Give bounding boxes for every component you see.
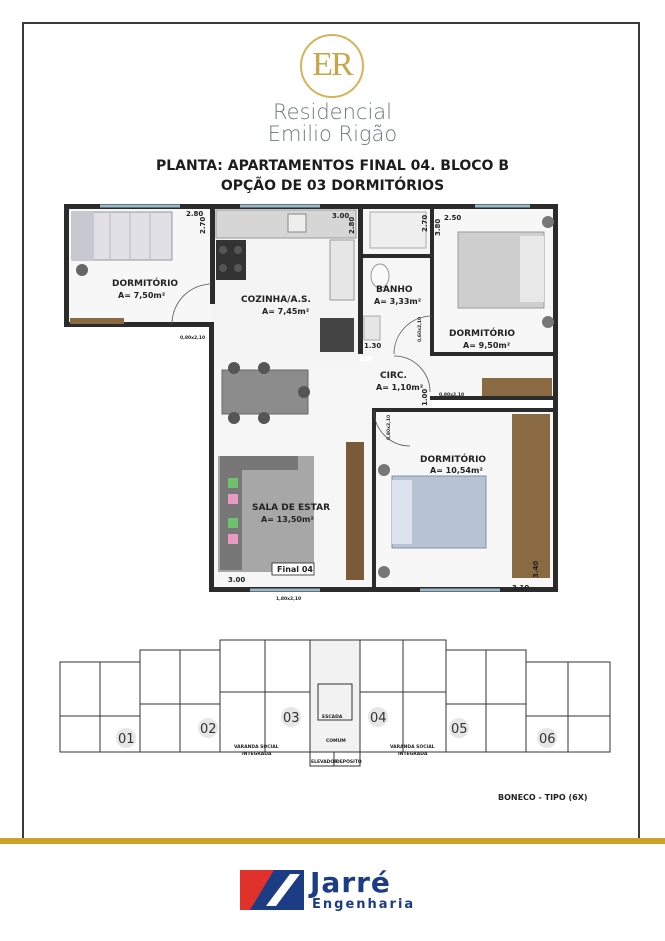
window-label-sala: 1,80x2,10 [276,597,302,602]
room-area-dorm2: A= 9,50m² [463,341,511,350]
dim-3-00-a: 3.00 [332,212,350,220]
plan-subtitle: OPÇÃO DE 03 DORMITÓRIOS [220,178,445,194]
label-varanda-left-1: VARANDA SOCIAL [234,745,279,750]
unit-label-03: 03 [283,711,300,726]
room-label-sala: SALA DE ESTAR [252,503,330,513]
label-comum: COMUM [326,739,346,744]
room-label-banho: BANHO [376,285,413,295]
label-varanda-right-1: VARANDA SOCIAL [390,745,435,750]
unit-label-05: 05 [451,722,468,737]
label-varanda-right-2: INTEGRADA [398,752,428,757]
door-label-dorm2: 0,80x2,10 [439,393,465,398]
unit-label-01: 01 [118,732,135,747]
jarre-logo-icon [240,870,304,910]
dim-3-10: 3.10 [512,584,530,592]
room-area-circ: A= 1,10m² [376,383,424,392]
bed-dorm1 [72,212,172,260]
door-label-banho: 0,60x2,10 [418,316,423,342]
key-plan [60,640,610,766]
dim-3-00-b: 3.00 [228,576,246,584]
room-label-circ: CIRC. [380,371,407,381]
dim-3-40: 3.40 [532,560,540,578]
wardrobe-dorm3 [512,414,550,578]
dim-1-00: 1.00 [421,388,429,406]
gold-divider [0,838,665,844]
unit-label-06: 06 [539,732,556,747]
room-label-dorm1: DORMITÓRIO [112,279,179,289]
door-label-dorm3: 0,80x2,10 [387,414,392,440]
plan-title: PLANTA: APARTAMENTOS FINAL 04. BLOCO B [156,158,509,174]
dim-2-70-a: 2.70 [199,216,207,234]
dim-2-70-b: 2.70 [421,214,429,232]
door-label-dorm1: 0,80x2,10 [180,336,206,341]
dim-1-30: 1.30 [364,342,382,350]
dim-2-80-b: 2.80 [348,216,356,234]
label-escada: ESCADA [322,715,343,720]
tv-rack [346,442,364,580]
room-area-dorm1: A= 7,50m² [118,291,166,300]
label-deposito: DEPÓSITO [336,760,362,765]
unit-label-02: 02 [200,722,217,737]
sofa [218,456,314,572]
dim-2-50: 2.50 [444,214,462,222]
unit-label-04: 04 [370,711,387,726]
wardrobe-dorm2 [482,378,552,396]
company-name: Jarré [310,866,391,899]
room-area-sala: A= 13,50m² [261,515,314,524]
company-subtitle: Engenharia [312,897,416,912]
room-area-banho: A= 3,33m² [374,297,422,306]
key-plan-caption: BONECO - TIPO (6X) [498,793,588,802]
room-label-cozinha: COZINHA/A.S. [241,295,311,305]
logo-monogram: ER [312,46,352,83]
brand-name-line2: Emilio Rigão [267,122,398,146]
room-label-dorm2: DORMITÓRIO [449,329,516,339]
wardrobe-dorm1 [70,318,124,324]
room-area-cozinha: A= 7,45m² [262,307,310,316]
room-label-dorm3: DORMITÓRIO [420,455,487,465]
dim-2-80-a: 2.80 [186,210,204,218]
room-area-dorm3: A= 10,54m² [430,466,483,475]
final-tag: Final 04 [277,565,313,574]
brand-name-line1: Residencial [273,100,392,124]
dim-3-80: 3.80 [434,218,442,236]
label-varanda-left-2: INTEGRADA [242,752,272,757]
nightstand-dorm1 [76,264,88,276]
label-elevador: ELEVADOR [311,760,338,765]
